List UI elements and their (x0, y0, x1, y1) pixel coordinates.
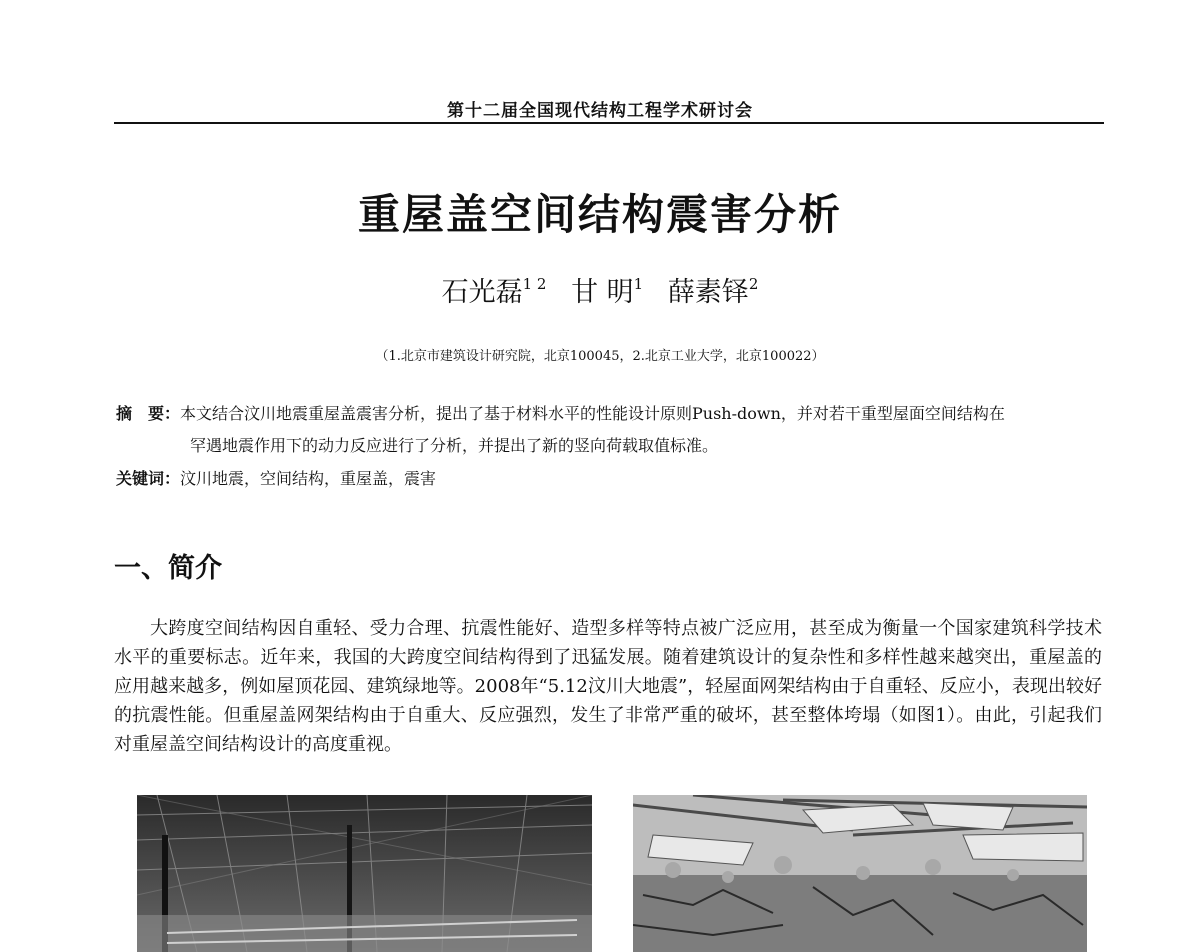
author-affil-mark: 1 (633, 275, 644, 293)
keywords (116, 466, 1106, 492)
author-name: 甘 明 (571, 277, 634, 308)
paper-title: 重屋盖空间结构震害分析 (357, 190, 842, 239)
author-3 (668, 277, 759, 308)
running-head: 第十二届全国现代结构工程学术研讨会 (447, 101, 753, 121)
header-rule (114, 122, 1104, 124)
author-affil-mark: 2 (748, 275, 759, 293)
author-2 (571, 277, 643, 308)
abstract-text-line1: 本文结合汶川地震重屋盖震害分析，提出了基于材料水平的性能设计原则Push-down，并对若干重型屋面空间结构在 (180, 404, 1005, 423)
affiliation-line: （1.北京市建筑设计研究院，北京100045，2.北京工业大学，北京100022） (375, 349, 825, 364)
collapsed-roof-debris-photo (633, 795, 1087, 952)
collapsed-roof-interior-photo (137, 795, 592, 952)
author-name: 薛素铎 (667, 277, 749, 308)
section-heading-intro: 一、简介 (114, 553, 222, 584)
author-affil-mark: 1 2 (522, 275, 547, 293)
abstract-text-line2: 罕遇地震作用下的动力反应进行了分析，并提出了新的竖向荷载取值标准。 (190, 436, 719, 455)
abstract (116, 398, 1106, 462)
intro-paragraph: 大跨度空间结构因自重轻、受力合理、抗震性能好、造型多样等特点被广泛应用，甚至成为衡量一个国家建筑科学技术水平的重要标志。近年来，我国的大跨度空间结构得到了迅猛发展。随着建筑设计的复杂性和多样性越来越突出，重屋盖的应用越来越多，例如屋顶花园、建筑绿地等。2008年“5.12汶川大地震”，轻屋面网架结构由于自重轻、反应小，表现出较好的抗震性能。但重屋盖网架结构由于自重大、反应强烈，发生了非常严重的破坏，甚至整体垮塌（如图1）。由此，引起我们对重屋盖空间结构设计的高度重视。 (114, 618, 1102, 755)
author-list (0, 270, 1200, 309)
abstract-label: 摘 要： (116, 404, 181, 423)
author-name: 石光磊 (441, 277, 523, 308)
keywords-text: 汶川地震，空间结构，重屋盖，震害 (180, 469, 437, 488)
author-1 (442, 277, 547, 308)
keywords-label: 关键词： (116, 469, 181, 488)
